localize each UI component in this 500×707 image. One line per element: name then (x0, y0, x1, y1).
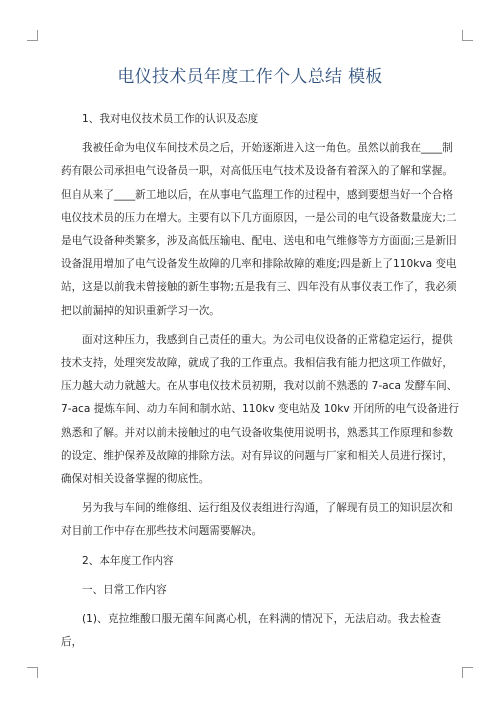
paragraph-4: (1)、克拉维酸口服无菌车间离心机，在料满的情况下，无法启动。我去检查后， (61, 613, 441, 649)
text-line: 确保对相关设备掌握的彻底性。 (61, 473, 210, 486)
corner-mark-bottom-left (27, 667, 38, 678)
text-line: 压力越大动力就越大。在从事电仪技术员初期，我对以前不熟悉的 7-aca 发酵车间、 (61, 380, 458, 393)
text-line: 是电气设备种类繁多，涉及高低压输电、配电、送电和电气维修等方方面面;三是新旧 (61, 235, 457, 248)
text-line: 把以前漏掉的知识重新学习一次。 (61, 304, 220, 317)
text-line: 7-aca 提炼车间、动力车间和制水站、110kv 变电站及 10kv 开闭所的电气设备进行 (61, 403, 459, 416)
text-line: 的设定、维护保养及故障的排除方法。对有异议的问题与厂家和相关人员进行探讨， (61, 449, 453, 462)
text-line: 我被任命为电仪车间技术员之后，开始逐渐进入这一角色。虽然以前我在____制 (82, 142, 453, 155)
paragraph-3 (61, 497, 453, 543)
text-line: 面对这种压力，我感到自己责任的重大。为公司电仪设备的正常稳定运行，提供 (82, 333, 453, 346)
document-body (61, 108, 459, 660)
subsection-heading-1: 一、日常工作内容 (82, 583, 167, 596)
corner-mark-bottom-right (462, 667, 473, 678)
section-heading-2: 2、本年度工作内容 (82, 554, 174, 567)
text-line: 但自从来了____新工地以后，在从事电气监理工作的过程中，感到要想当好一个合格 (61, 188, 453, 201)
text-line: 电仪技术员的压力在增大。主要有以下几方面原因，一是公司的电气设备数量庞大;二 (61, 211, 457, 224)
text-line: 技术支持，处理突发故障，就成了我的工作重点。我相信我有能力把这项工作做好， (61, 357, 453, 370)
paragraph-2 (61, 329, 459, 491)
text-line: 设备混用增加了电气设备发生故障的几率和排除故障的难度;四是新上了110kva 变电 (61, 258, 457, 271)
corner-mark-top-left (27, 30, 38, 41)
text-line: 对目前工作中存在那些技术问题需要解决。 (61, 525, 263, 538)
text-line: 药有限公司承担电气设备员一职，对高低压电气技术及设备有着深入的了解和掌握。 (61, 165, 453, 178)
document-title: 电仪技术员年度工作个人总结 模板 (117, 67, 383, 87)
text-line: 另为我与车间的维修组、运行组及仪表组进行沟通，了解现有员工的知识层次和 (82, 502, 453, 515)
text-line: 站，这是以前我未曾接触的新生事物;五是我有三、四年没有从事仪表工作了，我必须 (61, 281, 457, 294)
text-line: 熟悉和了解。并对以前未接触过的电气设备收集使用说明书，熟悉其工作原理和参数 (61, 426, 453, 439)
paragraph-1 (61, 137, 457, 323)
corner-mark-top-right (462, 30, 473, 41)
section-heading-1: 1、我对电仪技术员工作的认识及态度 (82, 113, 259, 125)
